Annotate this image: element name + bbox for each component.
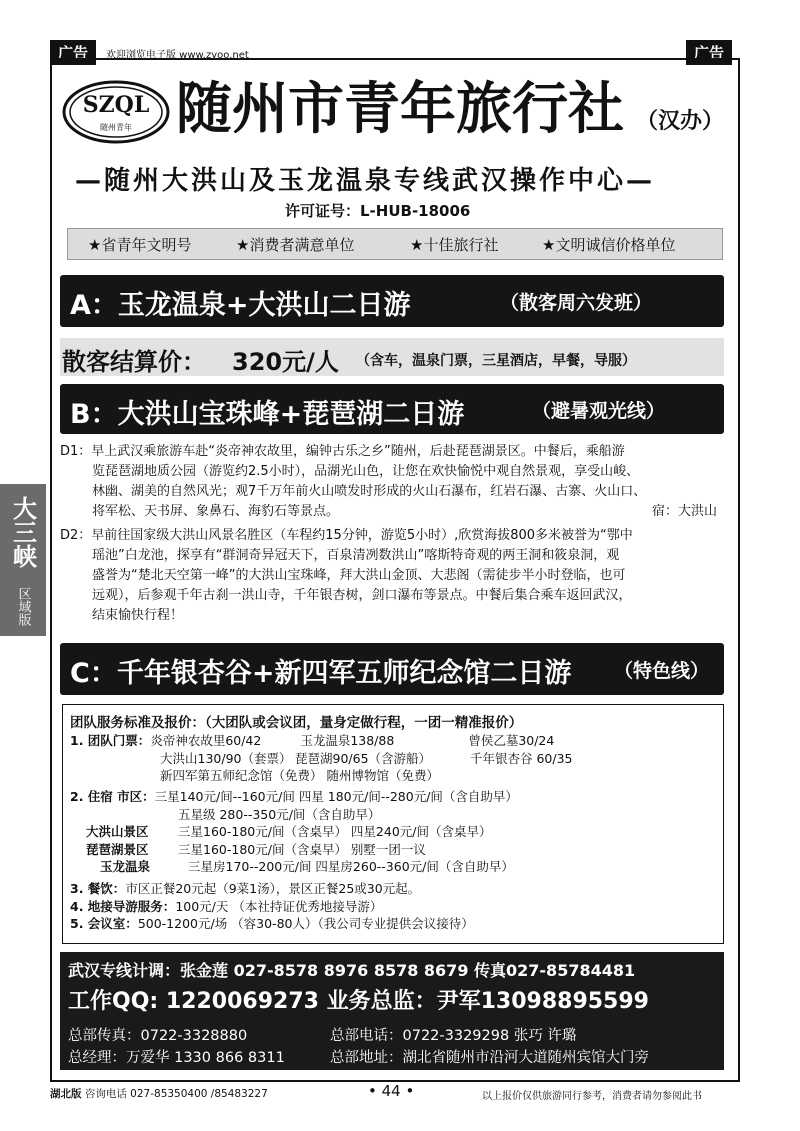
ad-tag-left: 广告 [50,40,96,65]
d2-line: 结束愉快行程！ [92,608,184,623]
hq-phone: 总部电话：0722-3329298 张巧 许璐 [330,1028,577,1044]
d1-line: 将军松、天书屏、象鼻石、海豹石等景点。 [92,504,340,519]
agency-branch: （汉办） [636,109,725,134]
day1-itinerary [60,442,646,522]
hq-fax: 总部传真：0722-3328880 [68,1028,248,1044]
d2-line: D2：早前往国家级大洪山风景名胜区（车程约15分钟，游览5小时）,欣赏海拔800多米被誉为“鄂中 [60,528,633,543]
lodging-section: 2. 住宿 市区：三星140元/间--160元/间 四星 180元/间--280元/间（含自助早） 五星级 280--350元/间（含自助早） 大洪山景区 三星160-180元/间（含桌早） 四星240元/间（含桌早） 琵琶湖景区 三星160-180元/间（含桌早） 别墅一团一议 玉龙温泉 三星房170--200元/间 四星房260--360元/间（含自助早） [70,789,518,874]
d2-line: 远观），后参观千年古刹一洪山寺，千年银杏树，剑口瀑布等景点。中餐后集合乘车返回武汉， [92,588,632,603]
price-value: 320元/人 [232,348,339,376]
route-a-banner [60,275,724,327]
license-number: 许可证号：L-HUB-18006 [285,202,471,220]
route-c-title: C：千年银杏谷+新四军五师纪念馆二日游 [70,658,572,689]
page-number: • 44 • [368,1082,415,1100]
agency-name: 随州市青年旅行社 [176,77,624,142]
logo-letters: SZQL [82,92,150,118]
route-b-title: B：大洪山宝珠峰+琵琶湖二日游 [70,399,465,430]
edition-side-tab [0,484,46,636]
route-a-title: A：玉龙温泉+大洪山二日游 [70,290,411,321]
wuhan-contact: 武汉专线计调：张金莲 027-8578 8976 8578 8679 传真027-85784481 [68,961,636,980]
route-a-note: （散客周六发班） [500,292,653,314]
route-b-note: （避暑观光线） [532,400,666,422]
route-c-note: （特色线） [614,660,710,682]
general-manager: 总经理：万爱华 1330 866 8311 [68,1050,285,1066]
price-label: 散客结算价： [62,348,206,376]
honor-2: ★消费者满意单位 [236,236,355,254]
welcome-text: 欢迎浏览电子版 www.zyoo.net [106,50,249,61]
d2-line: 瑶池”白龙池，探享有“群洞奇异冠天下，百泉清冽数洪山”喀斯特奇观的两王洞和筱泉洞，观 [92,548,620,563]
contact-block [60,952,724,1022]
honor-4: ★文明诚信价格单位 [542,236,676,254]
side-tab-big: 大三峡 [8,496,38,568]
tickets-section: 1. 团队门票：炎帝神农故里60/42 玉龙温泉138/88 曾侯乙墓30/24 大洪山130/90（套票） 琵琶湖90/65（含游船） 千年银杏谷 60/35 新四军第五师纪念馆（免费） 随州博物馆（免费） [70,733,573,783]
route-c-banner [60,643,724,695]
agency-logo [62,80,170,144]
d1-line: 览琵琶湖地质公园（游览约2.5小时），品湖光山色，让您在欢快愉悦中观自然景观，享受山峻、 [92,464,640,479]
hq-address: 总部地址：湖北省随州市沿河大道随州宾馆大门旁 [330,1050,649,1066]
other-services: 3. 餐饮：市区正餐20元起（9菜1汤），景区正餐25或30元起。 4. 地接导游服务：100元/天 （本社持证优秀地接导游） 5. 会议室：500-1200元/场 （容30-80人）（我公司专业提供会议接待） [70,881,474,931]
d2-line: 盛誉为“楚北天空第一峰”的大洪山宝珠峰，拜大洪山金顶、大悲阁（需徒步半小时登临，也可 [92,568,626,583]
logo-sub: 随州青年 [100,123,132,132]
day2-itinerary [60,526,633,626]
hq-block [60,1022,724,1070]
ad-tag-right: 广告 [686,40,732,65]
lodging-label: 2. 住宿 市区： [70,789,155,804]
route-b-banner [60,384,724,434]
honor-1: ★省青年文明号 [88,236,192,254]
qq-contact: 工作QQ: 1220069273 业务总监：尹军13098895599 [68,989,649,1014]
footer-edition: 湖北版 咨询电话 027-85350400 /85483227 [50,1088,268,1100]
honor-3: ★十佳旅行社 [410,236,499,254]
d1-line: 林幽、湖美的自然风光；观7千万年前火山喷发时形成的火山石瀑布，红岩石瀑、古寨、火山口、 [92,484,647,499]
tickets-label: 1. 团队门票： [70,733,151,748]
d1-stay: 宿：大洪山 [652,504,718,519]
footer-disclaimer: 以上报价仅供旅游同行参考，消费者请勿参阅此书 [482,1091,702,1102]
side-tab-small: 区域版 [15,586,31,626]
service-heading: 团队服务标准及报价：（大团队或会议团，量身定做行程，一团一精准报价） [70,715,523,731]
agency-subtitle: —随州大洪山及玉龙温泉专线武汉操作中心— [75,166,656,196]
d1-line: D1：早上武汉乘旅游车赴“炎帝神农故里，编钟古乐之乡”随州，后赴琵琶湖景区。中餐后，乘船游 [60,444,625,459]
price-note: （含车，温泉门票，三星酒店，早餐，导服） [356,353,636,369]
